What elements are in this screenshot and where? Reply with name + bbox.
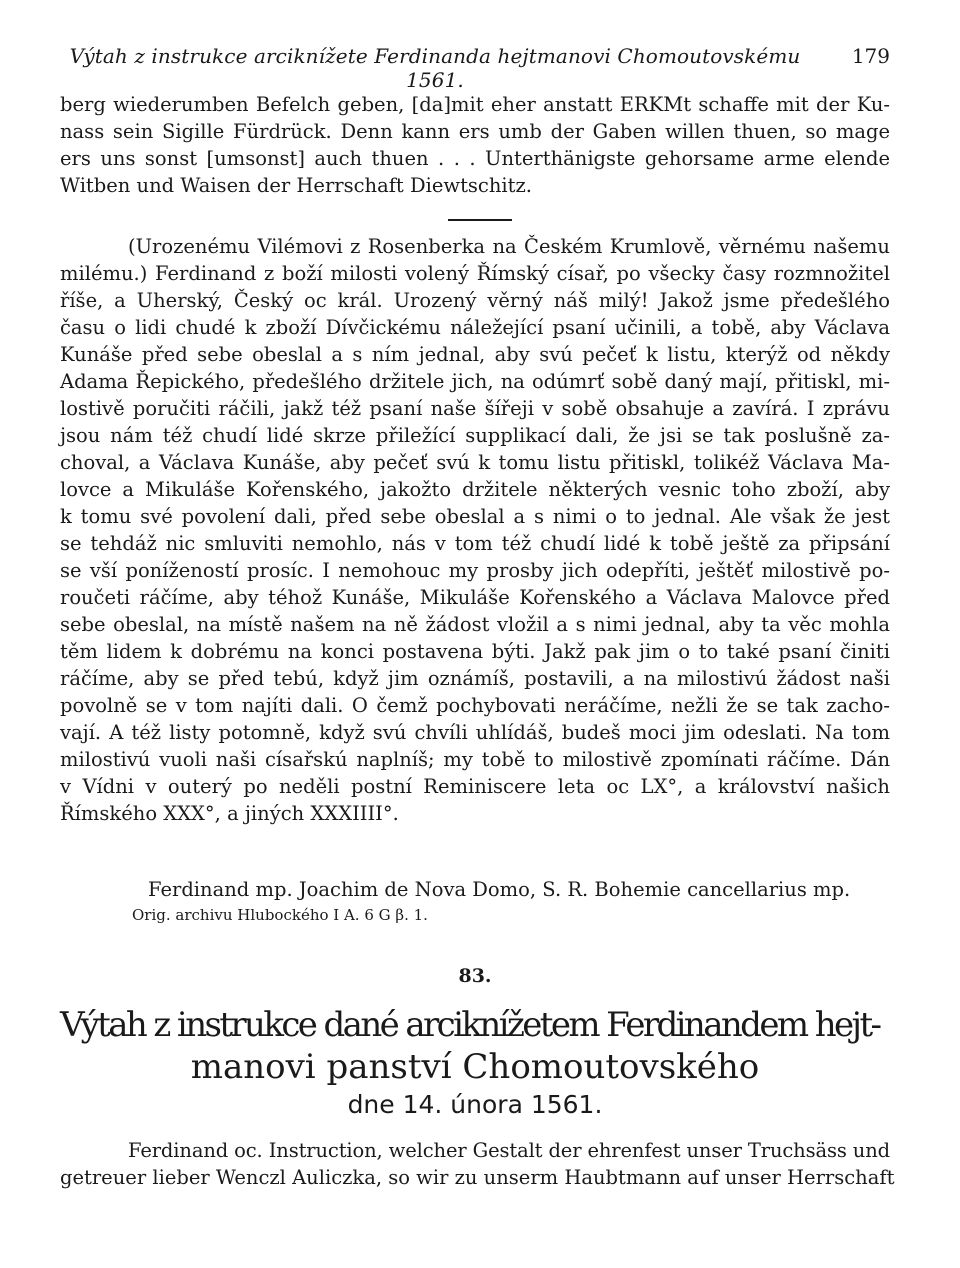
text-line: se tehdáž nic smluviti nemohlo, nás v tom též chudí lidé k tobě ještě za připsání [60,532,890,555]
title-line: manovi panství Chomoutovského [190,1047,760,1087]
text-line: ráčíme, aby se před tebú, když jim oznámíš, postavili, a na milostivú žádost naši [60,667,890,690]
text-line: choval, a Václava Kunáše, aby pečeť svú k tomu listu přitiskl, tolikéž Václava Ma- [60,451,890,474]
text-line: Ferdinand oc. Instruction, welcher Gestalt der ehrenfest unser Truchsäss und [128,1139,890,1162]
text-line: Kunáše před sebe obeslal a s ním jednal, aby svú pečeť k listu, kterýž od někdy [60,343,890,366]
title-date: dne 14. února 1561. [347,1090,603,1119]
running-header [60,44,890,92]
text-line: milému.) Ferdinand z boží milosti volený Římský císař, po všecky časy rozmnožitel [60,262,890,285]
text-line: těm lidem k dobrému na konci postavena býti. Jakž pak jim o to také psaní činiti [60,640,890,663]
paragraph-czech-letter [60,233,890,827]
text-line: vají. A též listy potomně, když svú chvíli uhlídáš, budeš moci jim odeslati. Na tom [60,721,890,744]
text-line: říše, a Uherský, Český oc král. Urozený věrný náš milý! Jakož jsme předešlého [60,289,890,312]
text-line: (Urozenému Vilémovi z Rosenberka na Českém Krumlově, věrnému našemu [128,235,890,258]
text-line: povolně se v tom najíti dali. O čemž pochybovati neráčíme, nežli že se tak zacho- [60,694,890,717]
text-line: berg wiederumben Befelch geben, [da]mit eher anstatt ERKMt schaffe mit der Ku- [60,93,890,116]
section-divider [448,219,512,221]
text-line: getreuer lieber Wenczl Auliczka, so wir zu unserm Haubtmann auf unser Herrschaft [60,1166,895,1189]
document-number: 83. [458,965,492,987]
text-line: Witben und Waisen der Herrschaft Diewtschitz. [60,174,532,197]
text-line: lovce a Mikuláše Kořenského, jakožto držitele některých vesnic toho zboží, aby [60,478,890,501]
text-line: nass sein Sigille Fürdrück. Denn kann ers umb der Gaben willen thuen, so mage [60,120,890,143]
section-title [60,1004,890,1088]
text-line: sebe obeslal, na místě našem na ně žádost vložil a s nimi jednal, aby ta věc mohla [60,613,890,636]
text-line: k tomu své povolení dali, před sebe obeslal a s nimi o to jednal. Ale však že jest [60,505,890,528]
text-line: v Vídni v outerý po neděli postní Reminiscere leta oc LX°, a království našich [60,775,890,798]
text-line: Adama Řepického, předešlého držitele jich, na odúmrť sobě daný mají, přitiskl, mi- [60,370,890,393]
text-line: ers uns sonst [umsonst] auch thuen . . . Unterthänigste gehorsame arme elende [60,147,890,170]
text-line: lostivě poručiti ráčili, jakž též psaní naše šířeji v sobě obsahuje a zavírá. I zprávu [60,397,890,420]
paragraph-german-letter [60,91,890,199]
running-title: Výtah z instrukce arciknížete Ferdinanda hejtmanovi Chomoutovskému 1561. [69,44,801,92]
text-line: se vší ponížeností prosíc. I nemohouc my prosby jich odepříti, ještěť milostivě po- [60,559,890,582]
paragraph-instruction [60,1137,895,1191]
signature-line: Ferdinand mp. Joachim de Nova Domo, S. R. Bohemie cancellarius mp. [148,878,851,901]
title-line: Výtah z instrukce dané arciknížetem Ferdinandem hejt- [60,1005,880,1045]
text-line: milostivú vuoli naši císařskú naplníš; my tobě to milostivě zpomínati ráčíme. Dán [60,748,890,771]
text-line: roučeti ráčíme, aby téhož Kunáše, Mikuláše Kořenského a Václava Malovce před [60,586,890,609]
source-note: Orig. archivu Hlubockého I A. 6 G β. 1. [132,906,428,924]
page-number: 179 [851,44,890,68]
text-line: Římského XXX°, a jiných XXXIIII°. [60,802,399,825]
text-line: času o lidi chudé k zboží Dívčickému náležející psaní učinili, a tobě, aby Václava [60,316,890,339]
text-line: jsou nám též chudí lidé skrze přiležící supplikací dali, že jsi se tak poslušně za- [60,424,890,447]
